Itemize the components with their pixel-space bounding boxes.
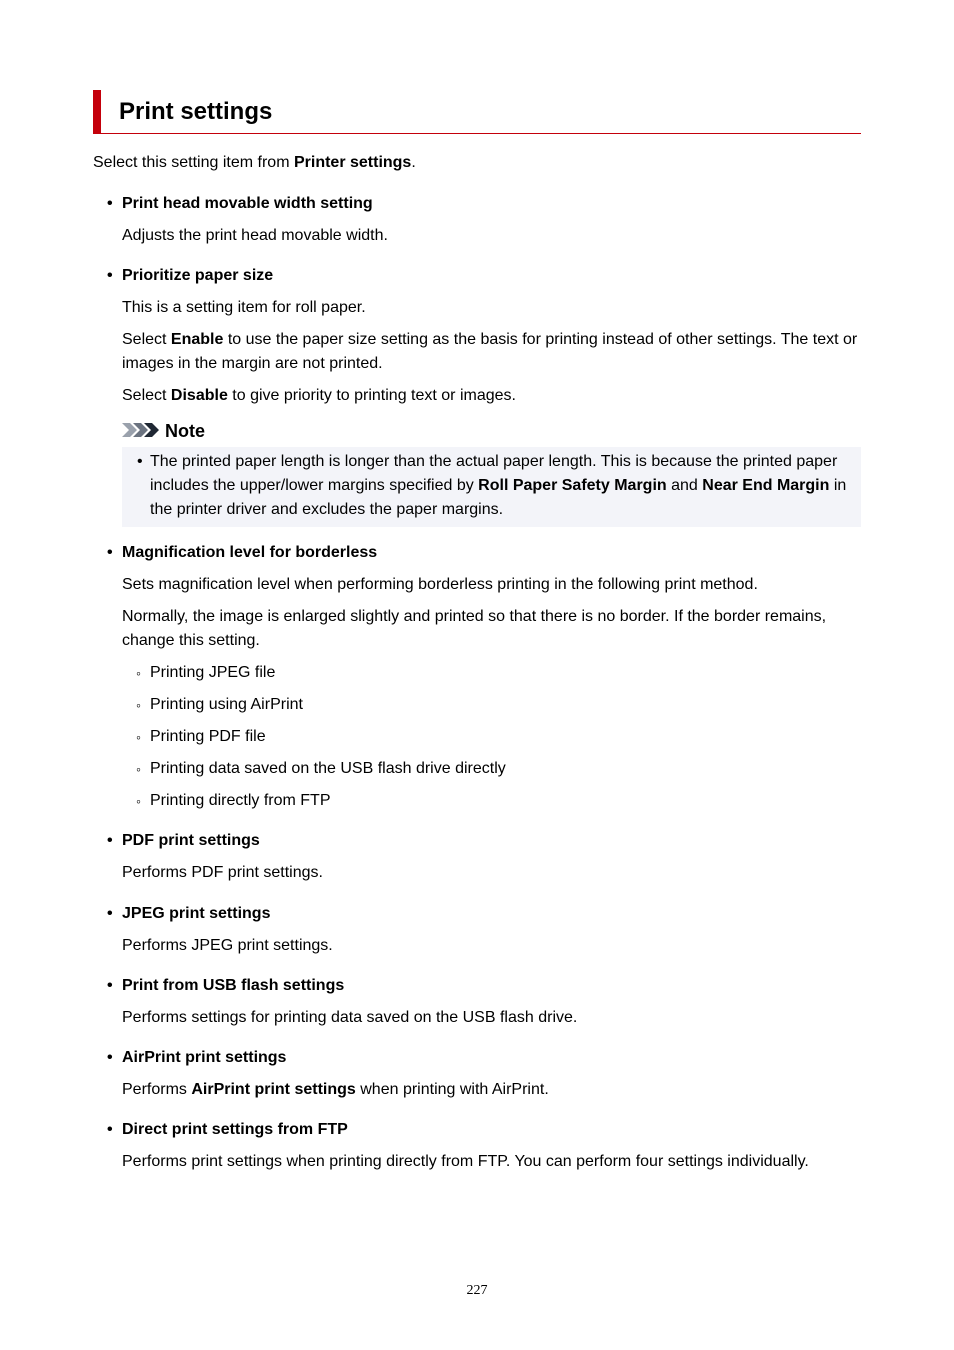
page-title-banner [93,90,861,134]
item-description: Select Disable to give priority to printing text or images. [122,387,516,404]
item-heading-airprint: AirPrint print settings [122,1049,287,1066]
item-description: Performs settings for printing data saved on the USB flash drive. [122,1009,578,1026]
sub-list-item: Printing data saved on the USB flash drive directly [150,760,506,777]
bullet: • [107,977,113,994]
title-accent-bar [93,90,101,133]
item-description: Performs JPEG print settings. [122,937,333,954]
item-description: images in the margin are not printed. [122,355,383,372]
bullet: • [107,1121,113,1138]
item-description: Select Enable to use the paper size setting as the basis for printing instead of other settings. The text or [122,331,858,348]
item-description: Performs print settings when printing directly from FTP. You can perform four settings individually. [122,1153,809,1170]
item-heading-ftp: Direct print settings from FTP [122,1121,348,1138]
bullet: • [107,195,113,212]
sub-list-item: Printing JPEG file [150,664,276,681]
sub-bullet: ◦ [136,793,141,809]
item-description: Adjusts the print head movable width. [122,227,388,244]
page-title: Print settings [119,98,273,125]
note-chevrons-icon [122,422,162,438]
sub-bullet: ◦ [136,761,141,777]
sub-bullet: ◦ [136,697,141,713]
bullet: • [107,905,113,922]
item-heading-print-head-width: Print head movable width setting [122,195,373,212]
sub-list-item: Printing using AirPrint [150,696,303,713]
bullet: • [107,267,113,284]
note-box [122,447,861,527]
bullet: • [107,832,113,849]
note-text: the printer driver and excludes the paper margins. [150,501,504,518]
note-text: includes the upper/lower margins specified by Roll Paper Safety Margin and Near End Margin in [150,477,847,494]
sub-bullet: ◦ [136,729,141,745]
page-number: 227 [466,1283,488,1298]
sub-list-item: Printing PDF file [150,728,266,745]
intro-text: Select this setting item from Printer settings. [93,154,416,171]
item-heading-prioritize-paper-size: Prioritize paper size [122,267,274,284]
item-heading-usb: Print from USB flash settings [122,977,345,994]
note-text: The printed paper length is longer than the actual paper length. This is because the printed paper [150,453,838,470]
item-heading-magnification: Magnification level for borderless [122,544,378,561]
item-description: Normally, the image is enlarged slightly and printed so that there is no border. If the border remains, [122,608,827,625]
item-description: change this setting. [122,632,260,649]
bullet: • [137,453,143,470]
note-label: Note [165,421,205,441]
item-description: Performs PDF print settings. [122,864,323,881]
item-heading-jpeg: JPEG print settings [122,905,271,922]
item-description: This is a setting item for roll paper. [122,299,366,316]
item-description: Performs AirPrint print settings when printing with AirPrint. [122,1081,549,1098]
bullet: • [107,1049,113,1066]
sub-bullet: ◦ [136,665,141,681]
bullet: • [107,544,113,561]
item-heading-pdf: PDF print settings [122,832,260,849]
item-description: Sets magnification level when performing borderless printing in the following print method. [122,576,758,593]
sub-list-item: Printing directly from FTP [150,792,331,809]
